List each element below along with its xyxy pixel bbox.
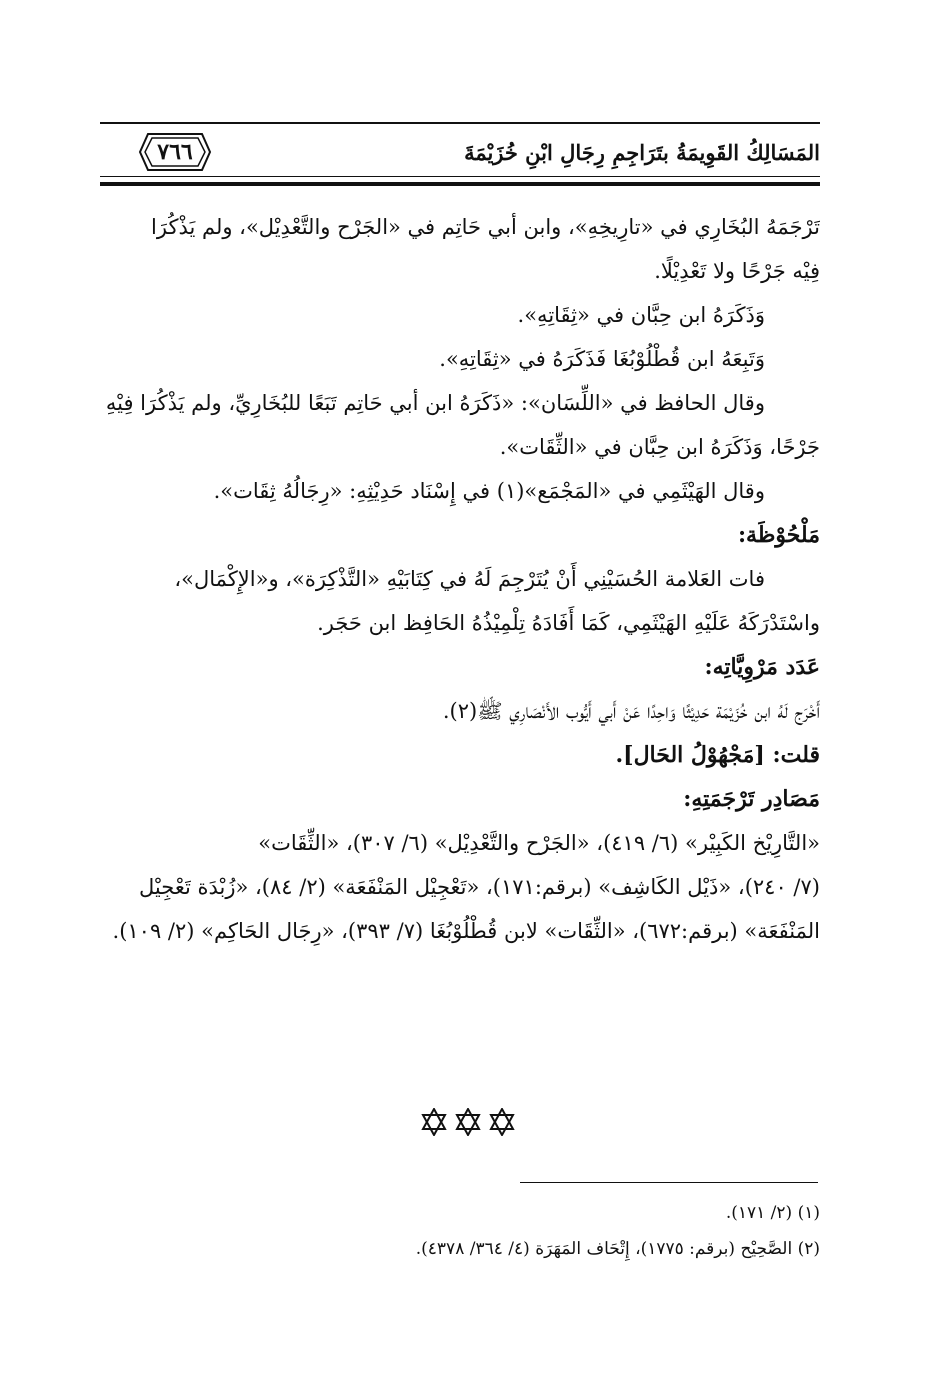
- section-heading: مَصَادِر تَرْجَمَتِهِ:: [683, 786, 820, 812]
- header-rule-thin: [100, 176, 820, 177]
- header-rule-top: [100, 122, 820, 124]
- star-ornament-icon: [454, 1108, 482, 1136]
- text-line: وَتَبِعَهُ ابن قُطْلُوْبُغَا فَذَكَرَهُ في «ثِقَاتِهِ».: [439, 347, 765, 371]
- text-line: (٧/ ٢٤٠)، «ذَيْل الكَاشِف» (برقم:١٧١)، «تَعْجِيْل المَنْفَعَة» (٢/ ٨٤)، «زُبْدَة تَعْجِيْل: [139, 875, 820, 899]
- main-text: [100, 205, 820, 953]
- text-line: أَخْرَج لَهُ ابن خُزَيْمَة حَدِيْثًا وَاحِدًا عَنْ أَبي أَيُّوب الأَنْصَارِي ﷺ(٢).: [442, 699, 820, 723]
- book-title: المَسَالِكُ القَوِيمَةُ بتَرَاجِمِ رِجَالِ ابْنِ خُزَيْمَةَ: [464, 140, 820, 165]
- text-line: جَرْحًا، وَذَكَرَهُ ابن حِبَّان في «الثِّقَات».: [499, 435, 820, 459]
- text-line: «التَّارِيْخ الكَبِيْر» (٦/ ٤١٩)، «الجَرْح والتَّعْدِيْل» (٦/ ٣٠٧)، «الثِّقَات»: [258, 831, 820, 855]
- text-line: فِيْه جَرْحًا ولا تَعْدِيْلًا.: [654, 259, 820, 283]
- text-line: واسْتَدْرَكَهُ عَلَيْهِ الهَيْثَمِي، كَمَا أَفَادَهُ تِلْمِيْذُهُ الحَافِظ ابن حَجَر.: [317, 611, 820, 635]
- section-heading: عَدَد مَرْوِيَّاتِه:: [704, 654, 820, 680]
- section-end-ornament: [420, 1108, 516, 1138]
- text-line: وَذَكَرَهُ ابن حِبَّان في «ثِقَاتِهِ».: [517, 303, 765, 327]
- footnote-separator: [520, 1182, 818, 1183]
- text-line: المَنْفَعَة» (برقم:٦٧٢)، «الثِّقَات» لابن قُطْلُوْبُغَا (٧/ ٣٩٣)، «رِجَال الحَاكِم» (٢/ ١٠٩).: [112, 919, 820, 943]
- star-ornament-icon: [488, 1108, 516, 1136]
- footnotes: [100, 1195, 820, 1267]
- text-line: تَرْجَمَهُ البُخَارِي في «تارِيخِهِ»، وابن أبي حَاتِم في «الجَرْح والتَّعْدِيْل»، ولم يَذْكُرَا: [151, 215, 820, 239]
- page-number-badge: [138, 132, 212, 172]
- text-line: فات العَلامة الحُسَيْنِي أَنْ يُتَرْجِمَ لَهُ في كِتَابَيْهِ «التَّذْكِرَة»، و«الإِكْمَال»،: [174, 567, 765, 591]
- text-line: وقال الحافظ في «اللِّسَان»: «ذَكَرَهُ ابن أبي حَاتِم تَبَعًا للبُخَارِيِّ، ولم يَذْكُرَا فِيْهِ: [105, 391, 765, 415]
- section-heading: مَلْحُوْظَة:: [737, 522, 820, 548]
- header-rule-thick: [100, 182, 820, 186]
- footnote: (١) (٢/ ١٧١).: [725, 1203, 820, 1223]
- verdict-line: قلت: [مَجْهُوْلُ الحَال].: [615, 742, 820, 768]
- page-number: ٧٦٦: [157, 139, 193, 165]
- star-ornament-icon: [420, 1108, 448, 1136]
- text-line: وقال الهَيْثَمِي في «المَجْمَع»(١) في إِسْنَاد حَدِيْثِهِ: «رِجَالُهُ ثِقَات».: [213, 479, 765, 503]
- page-header: [100, 108, 820, 188]
- footnote: (٢) الصَّحِيْح (برقم: ١٧٧٥)، إِتْحَاف المَهَرَة (٤/ ٣٦٤/ ٤٣٧٨).: [415, 1239, 820, 1259]
